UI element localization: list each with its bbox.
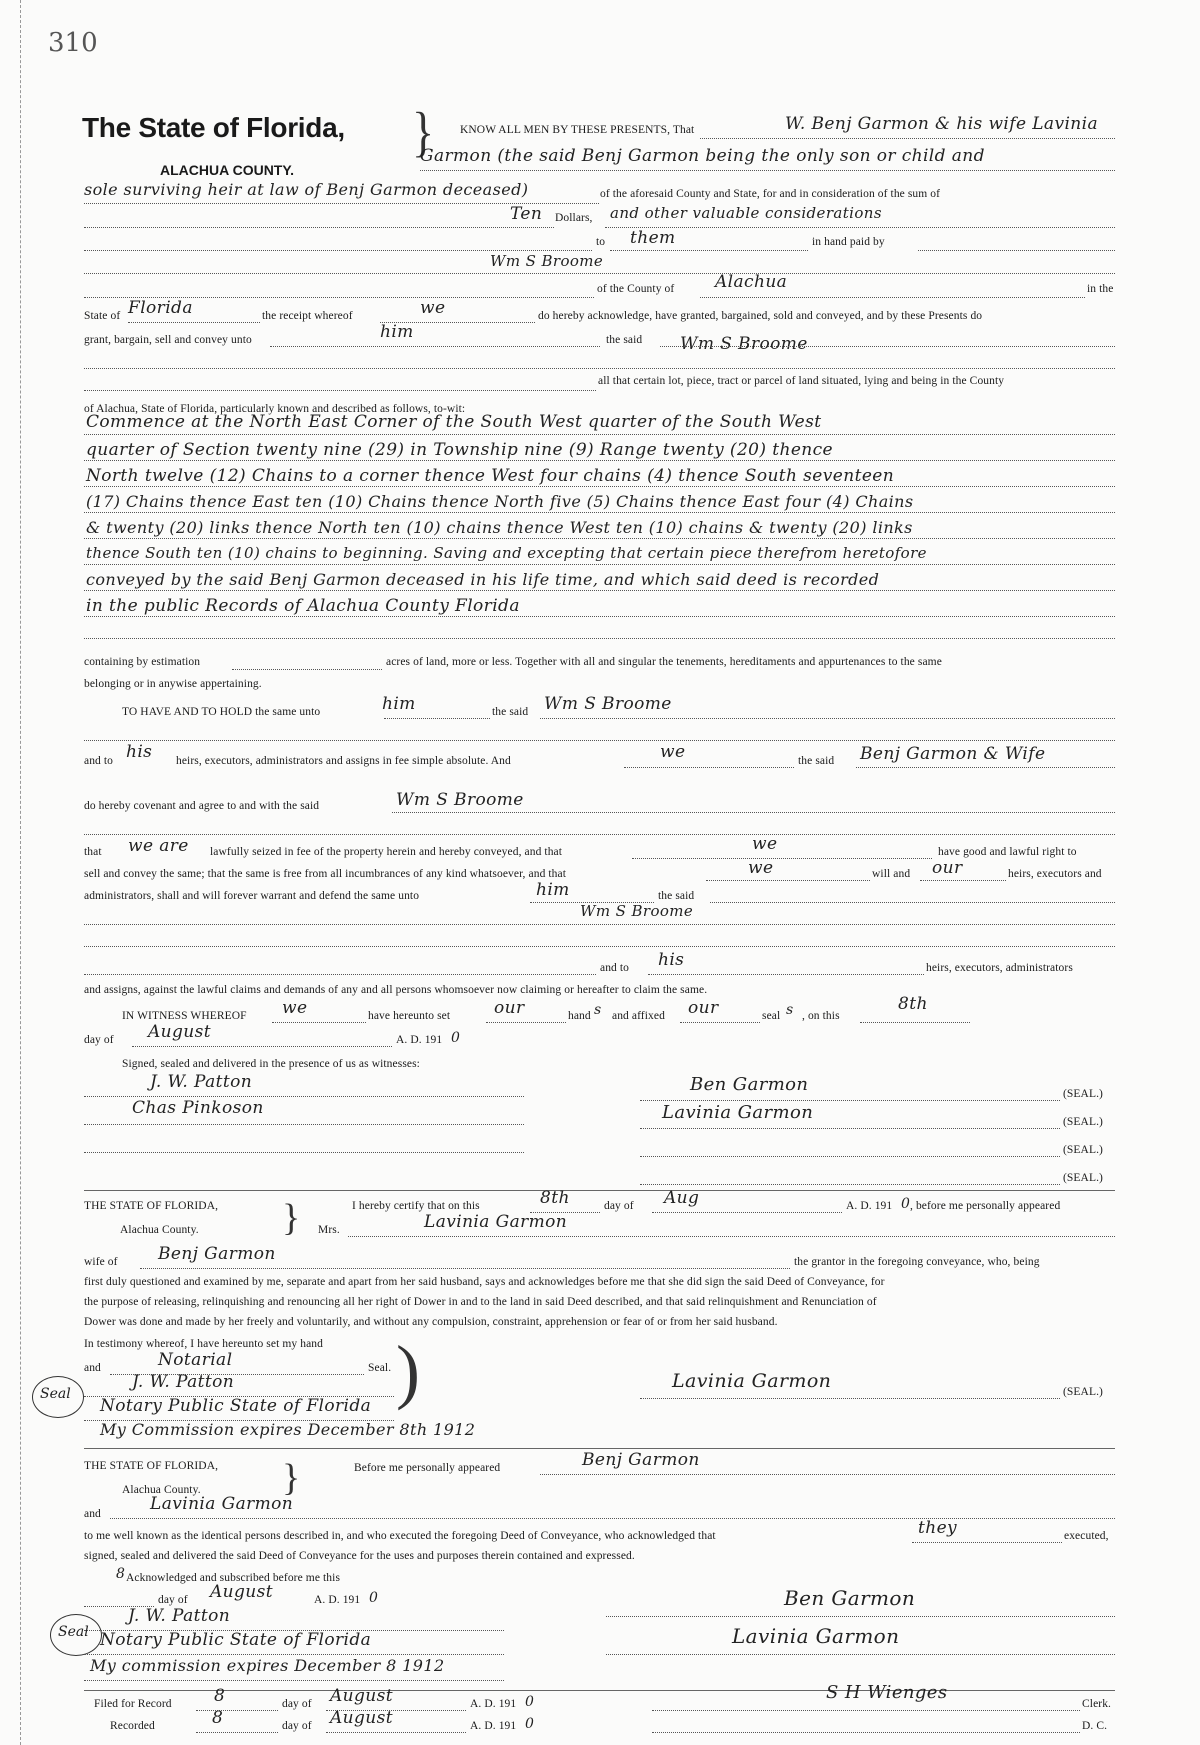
ack-year-hand: 0 (901, 1196, 910, 1212)
before-me-text: , before me personally appeared (910, 1200, 1061, 1212)
blank-line (860, 1022, 970, 1023)
seal-label-dower: (SEAL.) (1063, 1386, 1103, 1398)
blank-line (540, 718, 1115, 719)
description-line: conveyed by the said Benj Garmon deceased in his life time, and which said deed is recorded (86, 570, 880, 589)
ack2-bracket: } (282, 1457, 301, 1499)
ack2-signature-2: Lavinia Garmon (732, 1624, 900, 1648)
recorded-month-hand: August (330, 1708, 394, 1728)
blank-line (660, 346, 1115, 347)
receipt-hand: we (420, 298, 446, 318)
in-witness-label: IN WITNESS WHEREOF (122, 1010, 247, 1022)
the-said-label: the said (606, 334, 643, 346)
signature-line (640, 1100, 1060, 1101)
blank-line (605, 227, 1115, 228)
notary-name-hand: J. W. Patton (132, 1372, 235, 1392)
signed-delivered-text: signed, sealed and delivered the said Deed of Conveyance for the uses and purposes therein contained and expressed. (84, 1550, 635, 1562)
day-of-label: day of (84, 1034, 114, 1046)
hands-label: hand (568, 1010, 591, 1022)
and-to-label: and to (600, 962, 630, 974)
notary-commission-hand: My Commission expires December 8th 1912 (100, 1420, 476, 1439)
grantors-hand-1: W. Benj Garmon & his wife Lavinia (785, 114, 1099, 134)
and-label: and (84, 1362, 101, 1374)
signature-line (640, 1128, 1060, 1129)
consideration-hand: Ten (510, 204, 543, 224)
blank-line (196, 1710, 278, 1711)
blank-line (232, 669, 382, 670)
other-consideration-hand: and other valuable considerations (610, 204, 882, 222)
witness-our-hand: our (494, 998, 525, 1018)
blank-line (270, 346, 600, 347)
blank-line (710, 902, 1115, 903)
witness-2-signature: Chas Pinkoson (132, 1098, 264, 1118)
blank-line (84, 1420, 394, 1421)
blank-line (540, 1474, 1115, 1475)
heirs-exec-text: heirs, executors and (1008, 868, 1102, 880)
of-alachua-text: of Alachua, State of Florida, particularly known and described as follows, to-wit: (84, 403, 466, 415)
blank-line (918, 250, 1115, 251)
blank-line (392, 812, 1115, 813)
title-bracket: } (412, 100, 435, 163)
description-line: in the public Records of Alachua County Florida (86, 596, 520, 616)
covenant-hand: Wm S Broome (396, 790, 524, 810)
notary-title-hand: Notary Public State of Florida (100, 1396, 372, 1416)
ack-bracket-2: ) (396, 1331, 420, 1411)
ack2-state-label: THE STATE OF FLORIDA, (84, 1460, 219, 1472)
intro-text: KNOW ALL MEN BY THESE PRESENTS, That (460, 124, 695, 136)
seal-label-4: (SEAL.) (1063, 1172, 1103, 1184)
blank-line (652, 1212, 842, 1213)
before-me-label: Before me personally appeared (354, 1462, 501, 1474)
heirs-fee-text: heirs, executors, administrators and assigns in fee simple absolute. And (176, 755, 511, 767)
blank-line (84, 1680, 504, 1681)
grantors-hand-3: sole surviving heir at law of Benj Garmon deceased) (84, 180, 529, 199)
to-have-label: TO HAVE AND TO HOLD the same unto (122, 706, 321, 718)
state-of-label: State of (84, 310, 121, 322)
section-divider (84, 1190, 1115, 1191)
covenant-text: do hereby covenant and agree to and with the said (84, 800, 320, 812)
known-text: to me well known as the identical persons described in, and who executed the foregoing Deed of Conveyance, who acknowledged that (84, 1530, 716, 1542)
ack-subscribed-text: Acknowledged and subscribed before me this (126, 1572, 341, 1584)
ack2-year-hand: 0 (369, 1590, 378, 1606)
blank-line (856, 767, 1115, 768)
seized-text: lawfully seized in fee of the property herein and hereby conveyed, and that (210, 846, 563, 858)
blank-line (384, 718, 490, 719)
state-hand: Florida (128, 298, 193, 318)
and-hand: Lavinia Garmon (150, 1494, 294, 1514)
recorded-day-hand: 8 (212, 1708, 224, 1728)
grantors-hand-2: Garmon (the said Benj Garmon being the only son or child and (420, 146, 985, 166)
blank-line (624, 767, 794, 768)
warrant-name-hand: Wm S Broome (580, 902, 694, 920)
the-said-label: the said (798, 755, 835, 767)
signature-line (606, 1616, 1115, 1617)
that-hand: we are (128, 836, 189, 856)
section-divider (84, 1690, 1115, 1691)
seal-label-1: (SEAL.) (1063, 1088, 1103, 1100)
to-hand: them (630, 228, 676, 248)
blank-line (84, 250, 592, 251)
all-that-text: all that certain lot, piece, tract or parcel of land situated, lying and being in the County (598, 375, 1005, 387)
day-of-label: day of (282, 1698, 312, 1710)
blank-line (348, 1236, 1115, 1237)
dollars-label: Dollars, (555, 212, 593, 224)
day-of-label: day of (604, 1200, 634, 1212)
clerk-label: Clerk. (1082, 1698, 1112, 1710)
admin-hand: him (536, 880, 570, 900)
ack2-notary-commission-hand: My commission expires December 8 1912 (90, 1656, 445, 1675)
wife-of-hand: Benj Garmon (158, 1244, 276, 1264)
ack-day-num-hand: 8 (116, 1566, 125, 1582)
ack2-signature-1: Ben Garmon (784, 1586, 916, 1610)
blank-line (132, 1046, 392, 1047)
good-right-text: have good and lawful right to (938, 846, 1077, 858)
signature-line (652, 1710, 1080, 1711)
blank-line (700, 138, 1115, 139)
day-of-label: day of (158, 1594, 188, 1606)
and-to-2-hand: his (658, 950, 685, 970)
witness-line (84, 1124, 524, 1125)
filed-for-record-label: Filed for Record (94, 1698, 172, 1710)
page-edge (20, 0, 22, 1745)
blank-line (84, 1654, 504, 1655)
and-hand: we (660, 742, 686, 762)
ad-label: A. D. 191 (846, 1200, 893, 1212)
blank-line (84, 1630, 504, 1631)
signer-2-signature: Lavinia Garmon (662, 1102, 814, 1123)
blank-line (486, 1022, 566, 1023)
and-to-label: and to (84, 755, 114, 767)
blank-line (272, 1022, 366, 1023)
dower-para-3: Dower was done and made by her freely and voluntarily, and without any compulsion, constraint, apprehension or fear of or from her said husband. (84, 1316, 778, 1328)
have-hereunto-label: have hereunto set (368, 1010, 451, 1022)
blank-line (680, 1022, 760, 1023)
witness-our-2-hand: our (688, 998, 719, 1018)
receipt-label: the receipt whereof (262, 310, 353, 322)
acknowledge-text: do hereby acknowledge, have granted, bargained, sold and conveyed, and by these Presents do (538, 310, 983, 322)
will-hand: our (932, 858, 963, 878)
blank-line (84, 740, 1115, 741)
ack-state-label: THE STATE OF FLORIDA, (84, 1200, 219, 1212)
ack2-county-label: Alachua County. (122, 1484, 201, 1496)
signature-line (640, 1156, 1060, 1157)
in-the-label: in the (1087, 283, 1114, 295)
ack2-notary-name-hand: J. W. Patton (128, 1606, 231, 1626)
the-said-label: the said (492, 706, 529, 718)
clerk-signature: S H Wienges (826, 1682, 948, 1703)
section-divider (84, 1448, 1115, 1449)
ad-label: A. D. 191 (314, 1594, 361, 1606)
ack-day-hand: 8th (540, 1188, 570, 1208)
testimony-text: In testimony whereof, I have hereunto set my hand (84, 1338, 323, 1350)
that-label: that (84, 846, 102, 858)
heirs-exec-admin-text: heirs, executors, administrators (926, 962, 1073, 974)
day-of-label: day of (282, 1720, 312, 1732)
ad-label: A. D. 191 (396, 1034, 443, 1046)
seized-hand: we (752, 834, 778, 854)
blank-line (84, 1396, 394, 1397)
of-county-label: of the County of (597, 283, 675, 295)
before-hand: Benj Garmon (582, 1450, 700, 1470)
executed-label: executed, (1064, 1530, 1109, 1542)
ack2-month-hand: August (210, 1582, 274, 1602)
blank-line (648, 974, 924, 975)
description-line: thence South ten (10) chains to beginning. Saving and excepting that certain piece therefrom heretofore (86, 544, 927, 562)
blank-line (84, 974, 596, 975)
and-label: and (84, 1508, 101, 1520)
assigns-text: and assigns, against the lawful claims and demands of any and all persons whomsoever now claiming or hereafter to claim the same. (84, 984, 708, 996)
page-number: 310 (48, 28, 98, 58)
ad-label: A. D. 191 (470, 1720, 517, 1732)
blank-line (128, 322, 260, 323)
administrators-text: administrators, shall and will forever warrant and defend the same unto (84, 890, 420, 902)
state-title: The State of Florida, (82, 112, 345, 143)
will-and-label: will and (872, 868, 911, 880)
hands-s-hand: s (594, 1002, 602, 1018)
blank-line (610, 250, 808, 251)
certify-text: I hereby certify that on this (352, 1200, 480, 1212)
witness-1-signature: J. W. Patton (150, 1072, 253, 1092)
dc-label: D. C. (1082, 1720, 1108, 1732)
mrs-label: Mrs. (318, 1224, 340, 1236)
ad-label: A. D. 191 (470, 1698, 517, 1710)
blank-line (196, 1732, 278, 1733)
witness-year-hand: 0 (451, 1030, 460, 1046)
description-line: Commence at the North East Corner of the South West quarter of the South West (86, 412, 822, 432)
dower-para-2: the purpose of releasing, relinquishing and renouncing all her right of Dower in and to the land in said Deed described, and that said relinquishment and Renunciation of (84, 1296, 877, 1308)
blank-line (84, 946, 1115, 947)
filed-year-hand: 0 (525, 1694, 534, 1710)
seal-label: Seal. (368, 1362, 392, 1374)
notarial-hand: Notarial (158, 1350, 233, 1370)
seal-s-hand: s (786, 1002, 794, 1018)
blank-line (84, 390, 596, 391)
acres-text: acres of land, more or less. Together with all and singular the tenements, hereditaments and appurtenances to the same (386, 656, 942, 668)
filed-day-hand: 8 (214, 1686, 226, 1706)
blank-line (326, 1732, 466, 1733)
wife-of-label: wife of (84, 1256, 118, 1268)
sell-convey-text: sell and convey the same; that the same is free from all incumbrances of any kind whatsoever, and that (84, 868, 567, 880)
blank-line (110, 1518, 1115, 1519)
blank-line (706, 880, 870, 881)
ack2-notary-title-hand: Notary Public State of Florida (100, 1630, 372, 1650)
signature-line (640, 1184, 1060, 1185)
and-affixed-label: and affixed (612, 1010, 665, 1022)
grantors-hand: Benj Garmon & Wife (860, 744, 1046, 764)
blank-line (84, 924, 1115, 925)
dower-para-1: first duly questioned and examined by me, separate and apart from her said husband, says and acknowledges before me that she did sign the said Deed of Conveyance, for (84, 1276, 885, 1288)
aforesaid-text: of the aforesaid County and State, for and in consideration of the sum of (600, 188, 941, 200)
to-have-name-hand: Wm S Broome (544, 694, 672, 714)
mrs-hand: Lavinia Garmon (424, 1212, 568, 1232)
signed-sealed-text: Signed, sealed and delivered in the presence of us as witnesses: (122, 1058, 420, 1070)
and-to-hand: his (126, 742, 153, 762)
recorded-year-hand: 0 (525, 1716, 534, 1732)
ack-month-hand: Aug (664, 1188, 700, 1208)
on-this-label: , on this (802, 1010, 840, 1022)
to-have-hand: him (382, 694, 416, 714)
witness-we-hand: we (282, 998, 308, 1018)
county-hand: Alachua (715, 272, 788, 292)
grant-label: grant, bargain, sell and convey unto (84, 334, 252, 346)
signature-line (640, 1398, 1060, 1399)
blank-line (84, 227, 554, 228)
blank-line (912, 1542, 1062, 1543)
blank-line (700, 297, 1085, 298)
blank-line (84, 273, 1115, 274)
seal-word-label: seal (762, 1010, 781, 1022)
signature-line (606, 1654, 1115, 1655)
county-title: ALACHUA COUNTY. (160, 162, 295, 178)
seal-label-2: (SEAL.) (1063, 1116, 1103, 1128)
seal-label-3: (SEAL.) (1063, 1144, 1103, 1156)
signer-1-signature: Ben Garmon (690, 1074, 809, 1095)
grantee-hand: Wm S Broome (680, 334, 808, 354)
description-line: & twenty (20) links thence North ten (10) chains thence West ten (10) chains & twenty (20) links (86, 518, 913, 537)
description-line: North twelve (12) Chains to a corner thence West four chains (4) thence South seventeen (86, 466, 895, 486)
seal-stamp-hand: Seal (58, 1624, 89, 1640)
witness-month-hand: August (148, 1022, 212, 1042)
the-said-label: the said (658, 890, 695, 902)
witness-day-hand: 8th (898, 994, 928, 1014)
blank-line (140, 1268, 790, 1269)
dower-signature: Lavinia Garmon (672, 1370, 832, 1392)
payer-hand: Wm S Broome (490, 252, 604, 270)
grantor-text: the grantor in the foregoing conveyance, who, being (794, 1256, 1040, 1268)
in-hand-paid: in hand paid by (812, 236, 885, 248)
sell-hand: we (748, 858, 774, 878)
ack-county-label: Alachua County. (120, 1224, 199, 1236)
signature-line (652, 1732, 1080, 1733)
grantee-pron-hand: him (380, 322, 414, 342)
recorded-label: Recorded (110, 1720, 155, 1732)
witness-line (84, 1096, 524, 1097)
description-line: quarter of Section twenty nine (29) in Township nine (9) Range twenty (20) thence (86, 440, 834, 460)
belonging-text: belonging or in anywise appertaining. (84, 678, 262, 690)
witness-line (84, 1152, 524, 1153)
containing-label: containing by estimation (84, 656, 201, 668)
ack-bracket: } (282, 1197, 301, 1239)
description-line: (17) Chains thence East ten (10) Chains thence North five (5) Chains thence East four (4) Chains (86, 492, 914, 511)
to-label: to (596, 236, 606, 248)
filed-month-hand: August (330, 1686, 394, 1706)
blank-line (420, 170, 1115, 171)
blank-line (632, 858, 932, 859)
blank-line (84, 368, 1115, 369)
known-hand: they (918, 1518, 958, 1538)
seal-stamp-hand: Seal (40, 1386, 71, 1402)
blank-line (920, 880, 1006, 881)
blank-line (84, 834, 1115, 835)
